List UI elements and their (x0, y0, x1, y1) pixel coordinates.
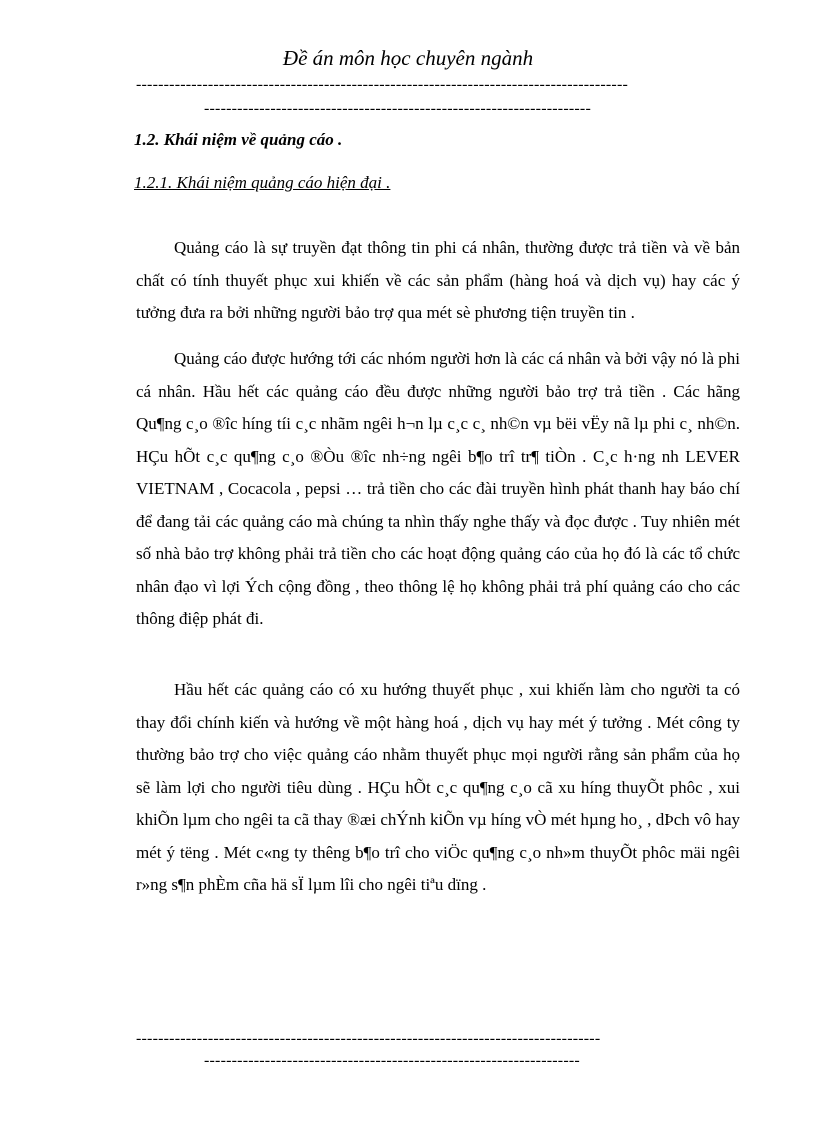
footer-rule-1: ------------------------------------------------------------------------------------ (136, 1030, 601, 1047)
paragraph-1: Quảng cáo là sự truyền đạt thông tin phi cá nhân, thường được trả tiền và về bản chất có tính thuyết phục xui khiến về các sản phẩm (hàng hoá và dịch vụ) hay các ý tưởng đưa ra bởi những người bảo trợ qua mét sè phương tiện truyền tin . (136, 238, 740, 322)
paragraph-3: Hầu hết các quảng cáo có xu hướng thuyết phục , xui khiến làm cho người ta có thay đổi chính kiến và hướng về một hàng hoá , dịch vụ hay mét ý tưởng . Mét công ty thường bảo trợ cho việc quảng cáo nhằm thuyết phục mọi người rằng sản phẩm của họ sẽ làm lợi cho người tiêu dùng . HÇu hÕt c¸c qu¶ng c¸o cã xu híng thuyÕt phôc , xui khiÕn lµm cho ngêi ta cã thay ®æi chÝnh kiÕn vµ híng vÒ mét hµng ho¸ , dÞch vô hay mét ý tëng . Mét c«ng ty thêng b¶o trî cho viÖc qu¶ng c¸o nh»m thuyÕt phôc mäi ngêi r»ng s¶n phÈm cña hä sÏ lµm lîi cho ngêi tiªu dïng . (136, 680, 740, 894)
footer-rule-2: -------------------------------------------------------------------- (204, 1052, 580, 1069)
header-rule-1: ----------------------------------------------------------------------------------------- (136, 76, 629, 93)
subsection-heading: 1.2.1. Khái niệm quảng cáo hiện đại . (134, 173, 391, 192)
page-header-title: Đề án môn học chuyên ngành (282, 46, 534, 70)
section-heading: 1.2. Khái niệm về quảng cáo . (134, 130, 343, 149)
header-rule-2: ---------------------------------------------------------------------- (204, 100, 591, 117)
paragraph-2: Quảng cáo được hướng tới các nhóm người hơn là các cá nhân và bởi vậy nó là phi cá nhân. Hầu hết các quảng cáo đều được những người bảo trợ trả tiền . Các hãng Qu¶ng c¸o ®îc híng tíi c¸c nhãm ngêi h¬n lµ c¸c c¸ nh©n vµ bëi vËy nã lµ phi c¸ nh©n. HÇu hÕt c¸c qu¶ng c¸o ®Òu ®îc nh÷ng ngêi b¶o trî tr¶ tiÒn . C¸c h·ng nh LEVER VIETNAM , Cocacola , pepsi … trả tiền cho các đài truyền hình phát thanh hay báo chí để đang tải các quảng cáo mà chúng ta nhìn thấy nghe thấy và đọc được . Tuy nhiên mét số nhà bảo trợ không phải trả tiền cho các hoạt động quảng cáo của họ đó là các tổ chức nhân đạo vì lợi Ých cộng đồng , theo thông lệ họ không phải trả phí quảng cáo cho các thông điệp phát đi. (136, 349, 740, 628)
